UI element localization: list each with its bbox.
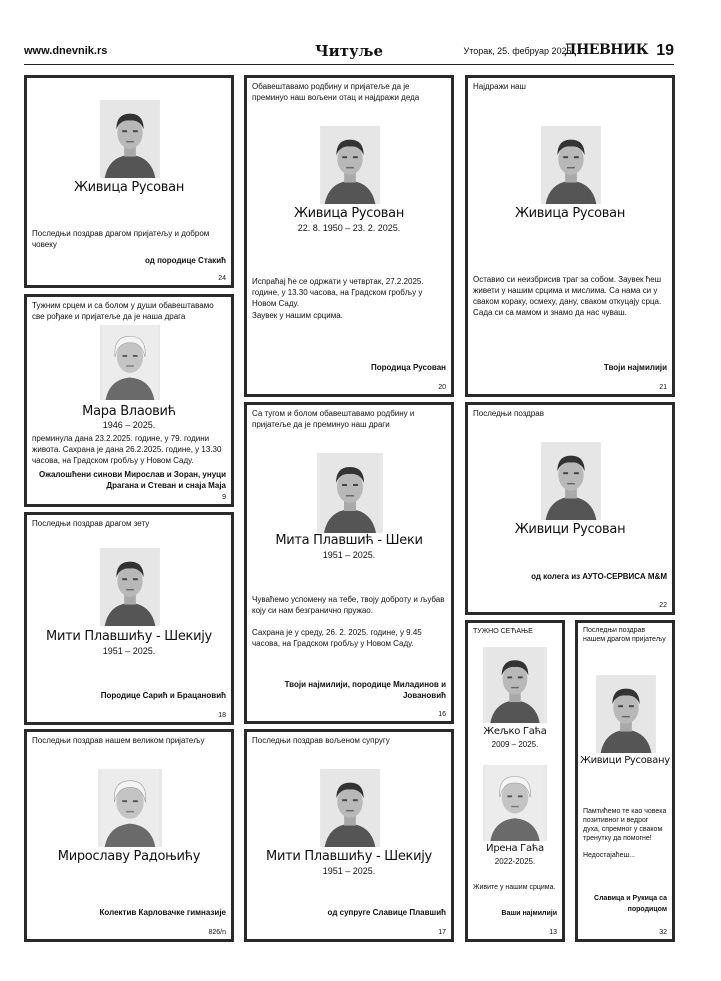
intro-text: Последњи поздрав вољеном супругу	[252, 736, 390, 745]
newspaper-logo: ДНЕВНИК	[564, 42, 648, 58]
signature: Породица Русован	[370, 363, 446, 372]
portrait-photo-2	[483, 765, 547, 841]
signature: Твоји најмилији	[603, 363, 667, 372]
obituary-21	[465, 75, 675, 397]
portrait-photo	[541, 442, 601, 520]
obituary-17	[244, 729, 454, 942]
ad-number: 17	[438, 929, 446, 936]
intro-text: Последњи поздрав нашем драгом пријатељу	[583, 627, 666, 643]
intro-text: Последњи поздрав драгом зету	[32, 519, 150, 528]
obituary-text: Последњи поздрав драгом пријатељу и добром човеку	[32, 229, 210, 249]
deceased-name-2: Ирена Гаћа	[486, 843, 544, 854]
intro-text: Тужним срцем и са болом у души обавештавамо све рођаке и пријатеље да је наша драга	[32, 301, 214, 321]
life-dates-1: 2009 – 2025.	[491, 740, 539, 749]
portrait-photo	[541, 126, 601, 204]
remembrance-text: Живите у нашим срцима.	[473, 884, 556, 891]
deceased-name: Живици Русован	[514, 522, 626, 537]
obituary-24	[24, 75, 234, 288]
portrait-photo	[320, 769, 380, 847]
obituary-18	[24, 512, 234, 725]
deceased-name: Мити Плавшићу - Шекију	[46, 629, 212, 644]
obituary-20	[244, 75, 454, 397]
intro-text: Последњи поздрав нашем великом пријатељу	[32, 736, 205, 745]
signature: од колега из АУТО-СЕРВИСА М&M	[531, 572, 667, 581]
signature: од супруге Славице Плавшић	[327, 908, 446, 917]
obituary-16	[244, 402, 454, 724]
page-number: 19	[656, 42, 674, 59]
remembrance-text: Памтићемо те као човека позитивног и ведрог духа, спремног у сваком тренутку да помогне!	[583, 808, 667, 842]
deceased-name: Мита Плавшић - Шеки	[275, 533, 423, 548]
life-dates: 1951 – 2025.	[322, 550, 376, 560]
site-url[interactable]: www.dnevnik.rs	[24, 45, 108, 57]
obituary-13	[465, 620, 565, 942]
funeral-text: Сахрана је у среду, 26. 2. 2025. године, у 9.45 часова, на Градском гробљу у Новом Саду.	[252, 628, 422, 648]
life-dates: 22. 8. 1950 – 23. 2. 2025.	[297, 223, 401, 233]
deceased-name: Живица Русован	[514, 206, 626, 221]
closing-text: Недостајаћеш...	[583, 852, 635, 859]
intro-text: ТУЖНО СЕЋАЊЕ	[473, 628, 533, 635]
deceased-name: Мити Плавшићу - Шекију	[266, 849, 432, 864]
signature: Славица и Рукица са породицом	[594, 895, 667, 913]
deceased-name: Мирославу Радоњићу	[57, 849, 201, 864]
life-dates: 1951 – 2025.	[322, 866, 376, 876]
intro-text: Последњи поздрав	[473, 409, 544, 418]
obituary-32	[575, 620, 675, 942]
signature: Ожалошћени синови Мирослав и Зоран, унуци Драгана и Стеван и снаја Маја	[38, 470, 226, 490]
ad-number: 13	[549, 929, 557, 936]
obituary-826	[24, 729, 234, 942]
deceased-name-1: Жељко Гаћа	[483, 726, 547, 737]
deceased-name: Мара Влаовић	[82, 404, 176, 419]
signature: од породице Стакић	[144, 256, 226, 265]
remembrance-text: Оставио си неизбрисив траг за собом. Заувек ћеш живети у нашим срцима и мислима. Са нама си у сваком кораку, осмеху, дану, сваком откуцају срца. Сада си са мамом и знамо да нас чуваш.	[473, 275, 662, 317]
deceased-name: Живица Русован	[73, 180, 185, 195]
obituary-9	[24, 294, 234, 507]
ad-number: 24	[218, 275, 226, 282]
ad-number: 21	[659, 384, 667, 391]
signature: Твоји најмилији, породице Миладинов и Јовановић	[284, 680, 446, 700]
issue-date: Уторак, 25. фебруар 2025.	[463, 46, 574, 56]
ad-number: 9	[222, 494, 226, 501]
ad-number: 18	[218, 712, 226, 719]
portrait-photo	[320, 126, 380, 204]
portrait-photo	[100, 100, 160, 178]
portrait-photo	[100, 325, 160, 400]
funeral-text: Испраћај ће се одржати у четвртак, 27.2.2025. године, у 13.30 часова, на Градском гробљу у Новом Саду.	[252, 277, 424, 308]
ad-number: 20	[438, 384, 446, 391]
section-title: Читуље	[314, 42, 384, 60]
remembrance-text: Заувек у нашим срцима.	[252, 311, 343, 320]
ad-number: 22	[659, 602, 667, 609]
remembrance-text: Чуваћемо успомену на тебе, твоју доброту и љубав коју си нам безгранично пружао.	[252, 595, 445, 615]
deceased-name: Живици Русовану	[580, 755, 670, 766]
life-dates-2: 2022-2025.	[494, 857, 536, 866]
portrait-photo	[317, 453, 383, 533]
intro-text: Најдражи наш	[473, 82, 526, 91]
ad-number: 32	[659, 929, 667, 936]
signature: Ваши најмилији	[501, 910, 557, 917]
portrait-photo-1	[483, 647, 547, 723]
obituary-text: преминула дана 23.2.2025. године, у 79. години живота. Сахрана је дана 26.2.2025. године, у 13.30 часова, на Градском гробљу у Новом Саду.	[32, 434, 222, 465]
page-header	[24, 40, 674, 65]
ad-number: 826/n	[208, 929, 226, 936]
intro-text: Обавештавамо родбину и пријатеље да је преминуо наш вољени отац и најдражи деда	[252, 82, 420, 102]
deceased-name: Живица Русован	[293, 206, 405, 221]
signature: Колектив Карловачке гимназије	[99, 908, 226, 917]
intro-text: Са тугом и болом обавештавамо родбину и пријатеље да је преминуо наш драги	[252, 409, 415, 429]
life-dates: 1951 – 2025.	[102, 646, 156, 656]
signature: Породице Сарић и Брацановић	[100, 691, 226, 700]
portrait-photo	[98, 769, 162, 847]
portrait-photo	[596, 675, 656, 753]
life-dates: 1946 – 2025.	[102, 420, 156, 430]
obituary-22	[465, 402, 675, 615]
portrait-photo	[100, 548, 160, 626]
ad-number: 16	[438, 711, 446, 718]
